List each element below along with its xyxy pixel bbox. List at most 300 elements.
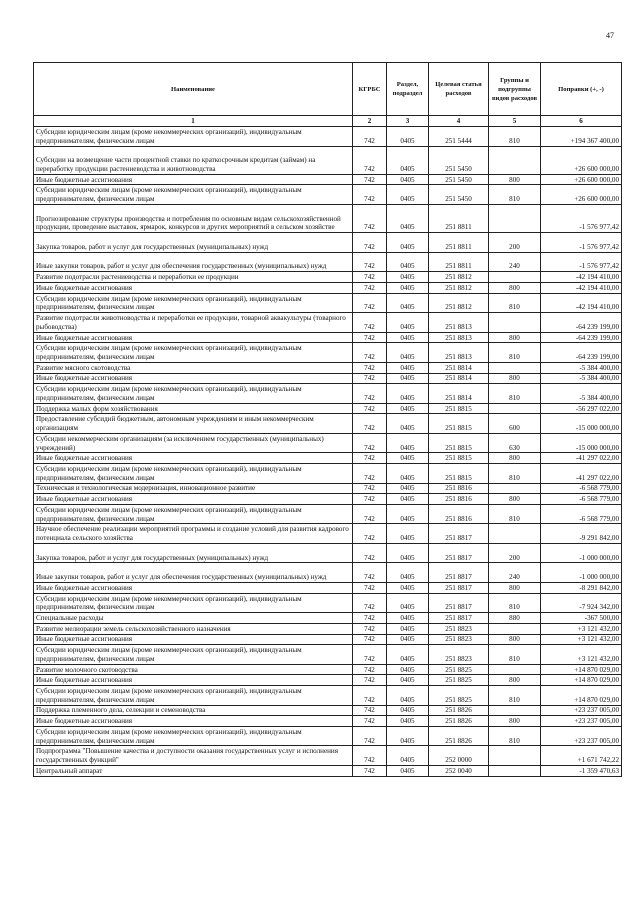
row-name: Субсидии юридическим лицам (кроме некоммерческих организаций), индивидуальным предпринимателям, физическим лицам (34, 185, 353, 205)
row-target: 251 8815 (429, 414, 489, 434)
row-target: 251 8812 (429, 293, 489, 313)
row-amount: +23 237 005,00 (541, 705, 622, 716)
row-amount: -15 000 000,00 (541, 433, 622, 453)
row-section: 0405 (387, 362, 429, 373)
column-number: 6 (541, 116, 622, 127)
row-group: 810 (489, 384, 541, 404)
row-group: 810 (489, 645, 541, 665)
row-kgrbs: 742 (353, 623, 387, 634)
row-target: 251 8817 (429, 563, 489, 583)
row-section: 0405 (387, 504, 429, 524)
row-group: 810 (489, 464, 541, 484)
row-amount: -64 239 199,00 (541, 332, 622, 343)
row-kgrbs: 742 (353, 282, 387, 293)
row-amount: -42 194 410,00 (541, 282, 622, 293)
row-target: 251 8812 (429, 272, 489, 283)
row-amount: +3 121 432,00 (541, 623, 622, 634)
row-group: 240 (489, 252, 541, 272)
row-kgrbs: 742 (353, 746, 387, 766)
row-section: 0405 (387, 127, 429, 147)
row-target: 251 8825 (429, 675, 489, 686)
row-amount: +26 600 000,00 (541, 174, 622, 185)
row-name: Центральный аппарат (34, 765, 353, 776)
table-row (34, 675, 622, 686)
row-group: 800 (489, 582, 541, 593)
column-number-row (34, 116, 622, 127)
row-section: 0405 (387, 272, 429, 283)
row-kgrbs: 742 (353, 373, 387, 384)
row-target: 251 8813 (429, 343, 489, 363)
row-kgrbs: 742 (353, 582, 387, 593)
row-target: 251 8817 (429, 613, 489, 624)
table-row (34, 384, 622, 404)
table-row (34, 362, 622, 373)
row-target: 251 8823 (429, 645, 489, 665)
row-name: Закупка товаров, работ и услуг для государственных (муниципальных) нужд (34, 543, 353, 563)
column-number: 4 (429, 116, 489, 127)
row-target: 251 8826 (429, 705, 489, 716)
table-row (34, 746, 622, 766)
row-group: 880 (489, 613, 541, 624)
table-row (34, 233, 622, 253)
row-section: 0405 (387, 453, 429, 464)
row-section: 0405 (387, 524, 429, 544)
row-amount: -8 291 842,00 (541, 582, 622, 593)
row-amount: -7 924 342,00 (541, 593, 622, 613)
table-row (34, 726, 622, 746)
table-row (34, 504, 622, 524)
table-row (34, 403, 622, 414)
row-name: Иные бюджетные ассигнования (34, 634, 353, 645)
row-target: 251 8817 (429, 582, 489, 593)
table-row (34, 433, 622, 453)
table-row (34, 634, 622, 645)
table-row (34, 332, 622, 343)
row-group: 810 (489, 593, 541, 613)
row-kgrbs: 742 (353, 543, 387, 563)
row-target: 251 8811 (429, 204, 489, 232)
header-kgrbs: КГРБС (353, 63, 387, 116)
row-target: 251 8823 (429, 634, 489, 645)
column-number: 2 (353, 116, 387, 127)
header-section: Раздел, подраздел (387, 63, 429, 116)
row-amount: -5 384 400,00 (541, 373, 622, 384)
row-name: Техническая и технологическая модернизация, инновационное развитие (34, 483, 353, 494)
row-kgrbs: 742 (353, 494, 387, 505)
row-group: 630 (489, 433, 541, 453)
row-kgrbs: 742 (353, 593, 387, 613)
row-group: 200 (489, 233, 541, 253)
row-amount: +194 367 400,00 (541, 127, 622, 147)
row-group: 800 (489, 675, 541, 686)
row-section: 0405 (387, 746, 429, 766)
table-row (34, 204, 622, 232)
row-name: Иные бюджетные ассигнования (34, 716, 353, 727)
table-row (34, 543, 622, 563)
table-row (34, 765, 622, 776)
row-name: Субсидии юридическим лицам (кроме некоммерческих организаций), индивидуальным предпринимателям, физическим лицам (34, 686, 353, 706)
row-section: 0405 (387, 384, 429, 404)
row-section: 0405 (387, 252, 429, 272)
row-amount: -56 297 022,00 (541, 403, 622, 414)
row-section: 0405 (387, 293, 429, 313)
row-kgrbs: 742 (353, 664, 387, 675)
row-target: 252 0040 (429, 765, 489, 776)
row-amount: -9 291 842,00 (541, 524, 622, 544)
row-kgrbs: 742 (353, 634, 387, 645)
row-amount: -6 568 779,00 (541, 504, 622, 524)
row-section: 0405 (387, 705, 429, 716)
row-section: 0405 (387, 174, 429, 185)
row-section: 0405 (387, 332, 429, 343)
row-target: 251 8816 (429, 504, 489, 524)
row-name: Иные бюджетные ассигнования (34, 282, 353, 293)
row-group: 810 (489, 686, 541, 706)
row-section: 0405 (387, 233, 429, 253)
row-amount: -1 576 977,42 (541, 204, 622, 232)
row-section: 0405 (387, 185, 429, 205)
table-row (34, 252, 622, 272)
row-amount: -64 239 199,00 (541, 343, 622, 363)
table-row (34, 185, 622, 205)
row-name: Поддержка племенного дела, селекции и семеноводства (34, 705, 353, 716)
row-target: 251 8811 (429, 233, 489, 253)
row-section: 0405 (387, 313, 429, 333)
row-name: Субсидии юридическим лицам (кроме некоммерческих организаций), индивидуальным предпринимателям, физическим лицам (34, 464, 353, 484)
row-group: 200 (489, 543, 541, 563)
row-kgrbs: 742 (353, 362, 387, 373)
row-section: 0405 (387, 282, 429, 293)
row-section: 0405 (387, 483, 429, 494)
table-row (34, 664, 622, 675)
row-name: Субсидии юридическим лицам (кроме некоммерческих организаций), индивидуальным предпринимателям, физическим лицам (34, 293, 353, 313)
row-target: 251 8815 (429, 433, 489, 453)
row-name: Иные бюджетные ассигнования (34, 373, 353, 384)
row-name: Подпрограмма "Повышение качества и доступности оказания государственных услуг и исполнения государственных функций" (34, 746, 353, 766)
table-row (34, 686, 622, 706)
row-group (489, 705, 541, 716)
row-kgrbs: 742 (353, 293, 387, 313)
table-row (34, 414, 622, 434)
row-group: 810 (489, 127, 541, 147)
row-kgrbs: 742 (353, 464, 387, 484)
row-name: Предоставление субсидий бюджетным, автономным учреждениям и иным некоммерческим организациям (34, 414, 353, 434)
row-kgrbs: 742 (353, 765, 387, 776)
row-amount: +3 121 432,00 (541, 634, 622, 645)
row-section: 0405 (387, 543, 429, 563)
row-group: 800 (489, 634, 541, 645)
row-kgrbs: 742 (353, 645, 387, 665)
header-amend: Поправки (+, -) (541, 63, 622, 116)
row-kgrbs: 742 (353, 686, 387, 706)
row-target: 251 8826 (429, 716, 489, 727)
table-row (34, 593, 622, 613)
row-target: 251 8815 (429, 403, 489, 414)
table-row (34, 524, 622, 544)
row-section: 0405 (387, 623, 429, 634)
row-name: Субсидии юридическим лицам (кроме некоммерческих организаций), индивидуальным предпринимателям, физическим лицам (34, 343, 353, 363)
row-amount: -1 000 000,00 (541, 563, 622, 583)
row-amount: +14 870 029,00 (541, 664, 622, 675)
table-row (34, 716, 622, 727)
row-name: Субсидии на возмещение части процентной ставки по краткосрочным кредитам (займам) на переработку продукции растениеводства и животноводства (34, 146, 353, 174)
row-name: Научное обеспечение реализации мероприятий программы и создание условий для развития кадрового потенциала сельского хозяйства (34, 524, 353, 544)
table-row (34, 613, 622, 624)
row-section: 0405 (387, 582, 429, 593)
table-row (34, 464, 622, 484)
row-target: 251 5444 (429, 127, 489, 147)
row-target: 251 8817 (429, 593, 489, 613)
row-group: 810 (489, 726, 541, 746)
row-target: 251 8823 (429, 623, 489, 634)
row-kgrbs: 742 (353, 384, 387, 404)
row-group: 800 (489, 332, 541, 343)
row-target: 251 8816 (429, 494, 489, 505)
row-name: Развитие подотрасли животноводства и переработки ее продукции, товарной аквакультуры (товарного рыбоводства) (34, 313, 353, 333)
row-amount: -1 576 977,42 (541, 233, 622, 253)
row-target: 251 8816 (429, 483, 489, 494)
row-target: 251 8811 (429, 252, 489, 272)
column-number: 3 (387, 116, 429, 127)
row-section: 0405 (387, 675, 429, 686)
table-row (34, 293, 622, 313)
row-name: Субсидии юридическим лицам (кроме некоммерческих организаций), индивидуальным предпринимателям, физическим лицам (34, 384, 353, 404)
row-section: 0405 (387, 414, 429, 434)
row-section: 0405 (387, 613, 429, 624)
row-section: 0405 (387, 765, 429, 776)
row-name: Иные бюджетные ассигнования (34, 174, 353, 185)
row-amount: -15 000 000,00 (541, 414, 622, 434)
row-name: Развитие мясного скотоводства (34, 362, 353, 373)
row-kgrbs: 742 (353, 705, 387, 716)
row-amount: -6 568 779,00 (541, 483, 622, 494)
header-name: Наименование (34, 63, 353, 116)
row-name: Развитие молочного скотоводства (34, 664, 353, 675)
table-row (34, 623, 622, 634)
row-target: 251 8826 (429, 726, 489, 746)
row-group (489, 403, 541, 414)
row-group: 810 (489, 293, 541, 313)
row-name: Субсидии юридическим лицам (кроме некоммерческих организаций), индивидуальным предпринимателям, физическим лицам (34, 127, 353, 147)
row-section: 0405 (387, 645, 429, 665)
row-name: Специальные расходы (34, 613, 353, 624)
row-kgrbs: 742 (353, 433, 387, 453)
row-amount: +1 671 742,22 (541, 746, 622, 766)
row-group: 810 (489, 185, 541, 205)
header-target: Целевая статья расходов (429, 63, 489, 116)
row-target: 251 5450 (429, 185, 489, 205)
row-name: Иные бюджетные ассигнования (34, 494, 353, 505)
row-amount: +26 600 000,00 (541, 146, 622, 174)
row-name: Иные бюджетные ассигнования (34, 453, 353, 464)
row-amount: -41 297 022,00 (541, 453, 622, 464)
row-target: 251 8813 (429, 332, 489, 343)
row-amount: +3 121 432,00 (541, 645, 622, 665)
row-kgrbs: 742 (353, 563, 387, 583)
row-name: Развитие мелиорации земель сельскохозяйственного назначения (34, 623, 353, 634)
table-row (34, 483, 622, 494)
table-header-row (34, 63, 622, 116)
row-kgrbs: 742 (353, 332, 387, 343)
row-name: Субсидии некоммерческим организациям (за исключением государственных (муниципальных) учреждений) (34, 433, 353, 453)
row-group: 800 (489, 373, 541, 384)
table-row (34, 582, 622, 593)
row-amount: -1 000 000,00 (541, 543, 622, 563)
row-kgrbs: 742 (353, 403, 387, 414)
row-target: 251 8815 (429, 453, 489, 464)
row-group (489, 146, 541, 174)
row-amount: +14 870 029,00 (541, 675, 622, 686)
row-target: 252 0000 (429, 746, 489, 766)
row-name: Развитие подотрасли растениеводства и переработки ее продукции (34, 272, 353, 283)
table-row (34, 645, 622, 665)
page-number: 47 (606, 31, 614, 40)
row-amount: -5 384 400,00 (541, 384, 622, 404)
row-amount: -1 576 977,42 (541, 252, 622, 272)
row-section: 0405 (387, 433, 429, 453)
column-number: 5 (489, 116, 541, 127)
row-group (489, 313, 541, 333)
budget-amendments-table (33, 62, 622, 777)
row-kgrbs: 742 (353, 453, 387, 464)
row-target: 251 8825 (429, 664, 489, 675)
row-name: Иные бюджетные ассигнования (34, 582, 353, 593)
row-group (489, 765, 541, 776)
row-name: Поддержка малых форм хозяйствования (34, 403, 353, 414)
row-section: 0405 (387, 146, 429, 174)
row-amount: -42 194 410,00 (541, 293, 622, 313)
row-kgrbs: 742 (353, 272, 387, 283)
row-group (489, 524, 541, 544)
row-name: Субсидии юридическим лицам (кроме некоммерческих организаций), индивидуальным предпринимателям, физическим лицам (34, 645, 353, 665)
table-row (34, 453, 622, 464)
row-group (489, 204, 541, 232)
row-section: 0405 (387, 403, 429, 414)
row-section: 0405 (387, 204, 429, 232)
row-group (489, 483, 541, 494)
row-kgrbs: 742 (353, 185, 387, 205)
row-kgrbs: 742 (353, 343, 387, 363)
table-row (34, 272, 622, 283)
row-kgrbs: 742 (353, 726, 387, 746)
row-kgrbs: 742 (353, 204, 387, 232)
row-section: 0405 (387, 464, 429, 484)
table-row (34, 563, 622, 583)
row-name: Прогнозирование структуры производства и потребления по основным видам сельскохозяйственной продукции, проведение выставок, ярмарок, конкурсов и других мероприятий в сельском хозяйстве (34, 204, 353, 232)
row-amount: +23 237 005,00 (541, 726, 622, 746)
row-group: 800 (489, 716, 541, 727)
row-group: 800 (489, 494, 541, 505)
table-row (34, 146, 622, 174)
row-group (489, 746, 541, 766)
row-amount: -6 568 779,00 (541, 494, 622, 505)
row-group: 600 (489, 414, 541, 434)
row-target: 251 8814 (429, 362, 489, 373)
row-group (489, 272, 541, 283)
table-row (34, 127, 622, 147)
row-group: 240 (489, 563, 541, 583)
row-target: 251 8814 (429, 384, 489, 404)
row-amount: -41 297 022,00 (541, 464, 622, 484)
row-kgrbs: 742 (353, 146, 387, 174)
row-group: 810 (489, 504, 541, 524)
table-row (34, 705, 622, 716)
row-kgrbs: 742 (353, 313, 387, 333)
table-row (34, 174, 622, 185)
row-section: 0405 (387, 716, 429, 727)
row-target: 251 5450 (429, 146, 489, 174)
row-kgrbs: 742 (353, 504, 387, 524)
row-name: Иные бюджетные ассигнования (34, 332, 353, 343)
table-row (34, 282, 622, 293)
row-group: 810 (489, 343, 541, 363)
row-section: 0405 (387, 686, 429, 706)
row-section: 0405 (387, 593, 429, 613)
row-kgrbs: 742 (353, 414, 387, 434)
table-row (34, 494, 622, 505)
row-target: 251 8814 (429, 373, 489, 384)
row-section: 0405 (387, 563, 429, 583)
row-name: Иные закупки товаров, работ и услуг для обеспечения государственных (муниципальных) нужд (34, 252, 353, 272)
row-amount: +26 600 000,00 (541, 185, 622, 205)
row-name: Субсидии юридическим лицам (кроме некоммерческих организаций), индивидуальным предпринимателям, физическим лицам (34, 504, 353, 524)
row-amount: -1 359 470,63 (541, 765, 622, 776)
row-name: Закупка товаров, работ и услуг для государственных (муниципальных) нужд (34, 233, 353, 253)
row-section: 0405 (387, 634, 429, 645)
row-name: Субсидии юридическим лицам (кроме некоммерческих организаций), индивидуальным предпринимателям, физическим лицам (34, 726, 353, 746)
row-amount: -64 239 199,00 (541, 313, 622, 333)
row-kgrbs: 742 (353, 127, 387, 147)
row-kgrbs: 742 (353, 675, 387, 686)
row-group: 800 (489, 453, 541, 464)
row-amount: -5 384 400,00 (541, 362, 622, 373)
row-target: 251 8825 (429, 686, 489, 706)
row-kgrbs: 742 (353, 524, 387, 544)
row-amount: +23 237 005,00 (541, 716, 622, 727)
row-amount: -42 194 410,00 (541, 272, 622, 283)
row-amount: -367 500,00 (541, 613, 622, 624)
header-groups: Группы и подгруппы видов расходов (489, 63, 541, 116)
table-row (34, 343, 622, 363)
row-amount: +14 870 029,00 (541, 686, 622, 706)
row-section: 0405 (387, 726, 429, 746)
row-target: 251 5450 (429, 174, 489, 185)
row-group (489, 664, 541, 675)
row-target: 251 8817 (429, 524, 489, 544)
row-kgrbs: 742 (353, 716, 387, 727)
row-kgrbs: 742 (353, 233, 387, 253)
row-target: 251 8817 (429, 543, 489, 563)
column-number: 1 (34, 116, 353, 127)
row-group (489, 623, 541, 634)
row-name: Иные закупки товаров, работ и услуг для обеспечения государственных (муниципальных) нужд (34, 563, 353, 583)
row-group: 800 (489, 174, 541, 185)
table-row (34, 313, 622, 333)
row-target: 251 8813 (429, 313, 489, 333)
row-section: 0405 (387, 373, 429, 384)
row-kgrbs: 742 (353, 483, 387, 494)
row-target: 251 8815 (429, 464, 489, 484)
row-section: 0405 (387, 343, 429, 363)
row-section: 0405 (387, 494, 429, 505)
row-kgrbs: 742 (353, 613, 387, 624)
row-kgrbs: 742 (353, 174, 387, 185)
row-section: 0405 (387, 664, 429, 675)
table-body (34, 127, 622, 777)
row-group (489, 362, 541, 373)
row-name: Иные бюджетные ассигнования (34, 675, 353, 686)
row-name: Субсидии юридическим лицам (кроме некоммерческих организаций), индивидуальным предпринимателям, физическим лицам (34, 593, 353, 613)
